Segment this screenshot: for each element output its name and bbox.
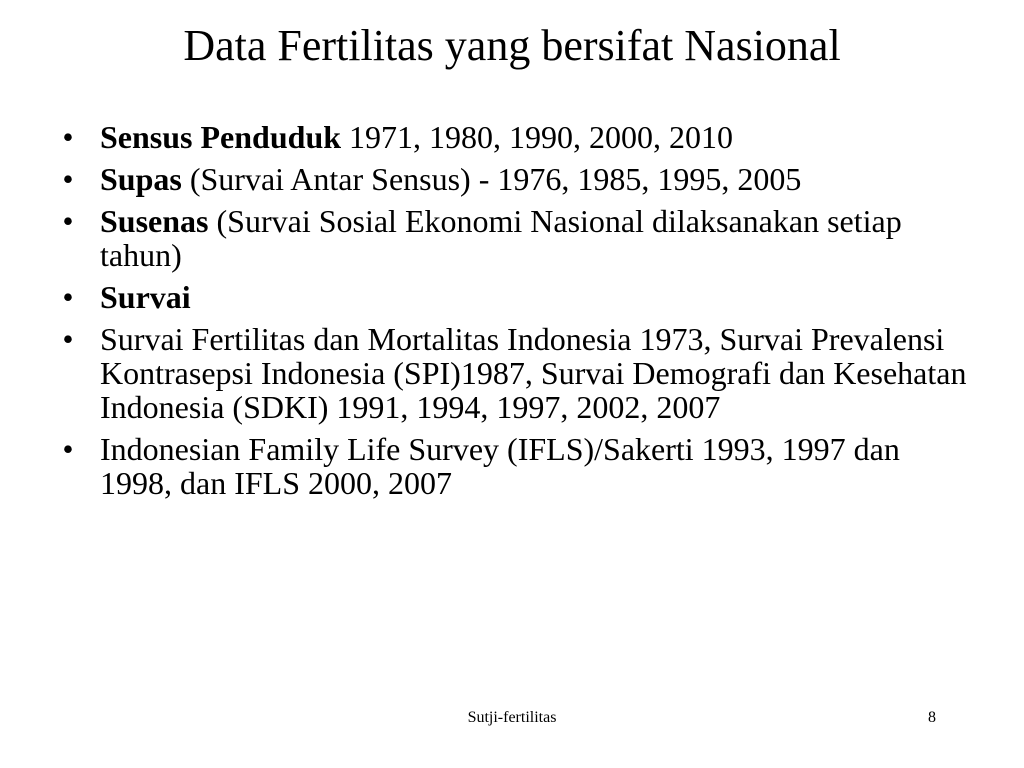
bullet-icon: • [62,431,74,467]
bullet-item-supas [58,162,968,196]
footer-author: Sutji-fertilitas [467,709,557,726]
bullet-text: Survai Fertilitas dan Mortalitas Indonesia 1973, Survai Prevalensi Kontrasepsi Indonesia (SPI)1987, Survai Demografi dan Kesehatan Indonesia (SDKI) 1991, 1994, 1997, 2002, 2007 [100,321,967,425]
bullet-icon: • [62,203,74,239]
page-number: 8 [928,709,936,726]
bullet-bold-label: Supas [100,161,182,197]
bullet-text: Indonesian Family Life Survey (IFLS)/Sakerti 1993, 1997 dan 1998, dan IFLS 2000, 2007 [100,431,900,501]
bullet-text: (Survai Sosial Ekonomi Nasional dilaksanakan setiap tahun) [100,203,902,273]
bullet-icon: • [62,161,74,197]
bullet-item-survai-list [58,322,968,424]
bullet-item-susenas [58,204,968,272]
bullet-item-survai [58,280,968,314]
bullet-bold-label: Survai [100,279,191,315]
slide-title: Data Fertilitas yang bersifat Nasional [183,21,841,70]
bullet-list [58,120,968,508]
bullet-bold-label: Susenas [100,203,209,239]
bullet-item-ifls [58,432,968,500]
bullet-text: 1971, 1980, 1990, 2000, 2010 [341,119,734,155]
bullet-icon: • [62,321,74,357]
bullet-icon: • [62,279,74,315]
bullet-bold-label: Sensus Penduduk [100,119,342,155]
bullet-item-sensus [58,120,968,154]
bullet-text: (Survai Antar Sensus) - 1976, 1985, 1995, 2005 [181,161,802,197]
bullet-icon: • [62,119,74,155]
